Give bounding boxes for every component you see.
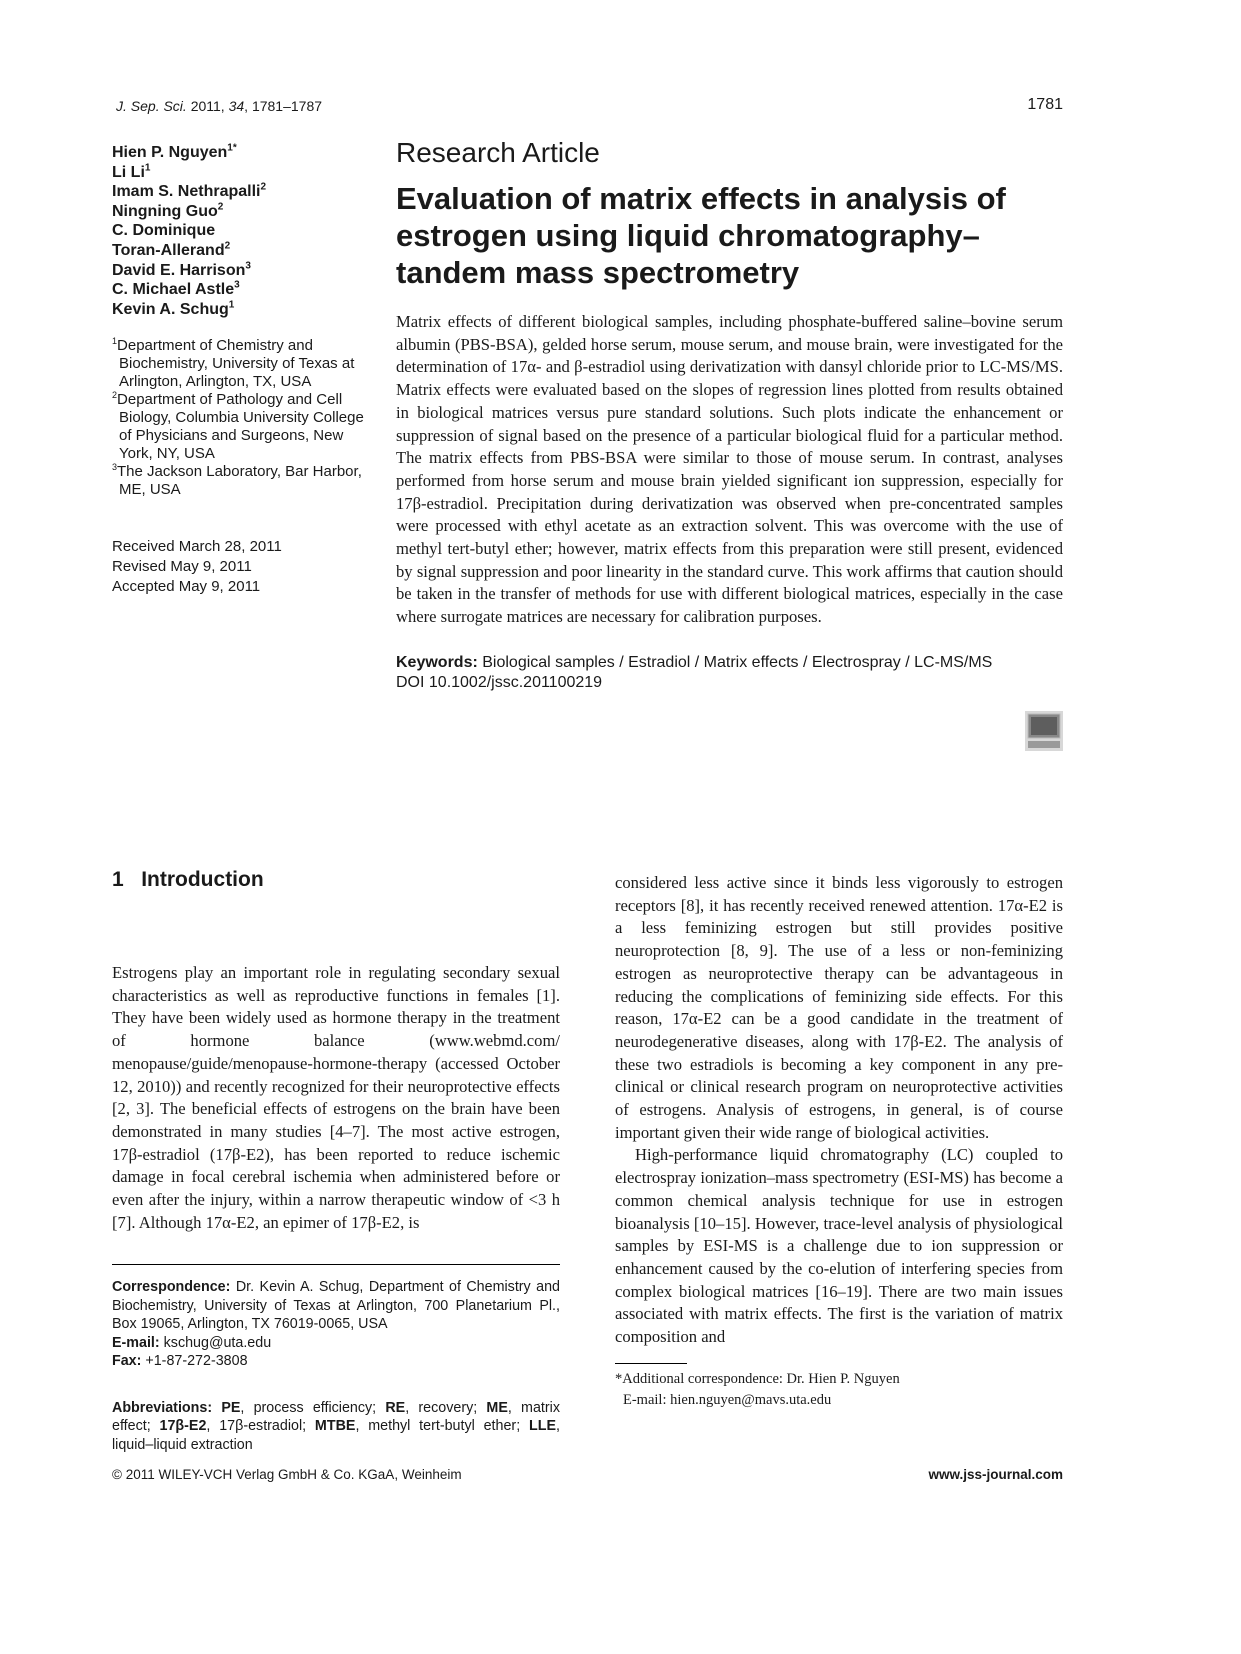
doi[interactable]: DOI 10.1002/jssc.201100219 xyxy=(396,673,603,691)
author-name xyxy=(112,163,377,183)
keywords-list: Biological samples / Estradiol / Matrix effects / Electrospray / LC-MS/MS xyxy=(477,653,993,671)
author-affiliation-mark: 3 xyxy=(245,260,251,272)
revised-date: Revised May 9, 2011 xyxy=(112,558,252,576)
abbreviation-definition: , process efficiency; xyxy=(240,1399,386,1416)
intro-left-column xyxy=(112,962,560,1234)
affiliation xyxy=(112,337,377,391)
copyright: © 2011 WILEY-VCH Verlag GmbH & Co. KGaA, Weinheim xyxy=(112,1467,462,1482)
author-name xyxy=(112,241,377,261)
journal-name: J. Sep. Sci. xyxy=(116,98,187,114)
article-dates xyxy=(112,537,377,597)
volume: 34 xyxy=(228,98,245,114)
pages: , 1781–1787 xyxy=(244,98,323,114)
affiliation-number: 3 xyxy=(112,462,118,473)
footnote-divider xyxy=(615,1363,687,1364)
right-column xyxy=(615,872,1063,1411)
author-affiliation-mark: 1* xyxy=(227,142,237,154)
author-label: David E. Harrison xyxy=(112,261,246,279)
author-label: Li Li xyxy=(112,163,145,181)
section-heading-introduction xyxy=(112,868,264,892)
author-label: Ningning Guo xyxy=(112,202,218,220)
author-name xyxy=(112,300,377,320)
abbreviation-definition: , liquid–liquid extraction xyxy=(112,1418,560,1453)
received-date: Received March 28, 2011 xyxy=(112,538,282,556)
author-label: Kevin A. Schug xyxy=(112,300,229,318)
journal-website-link[interactable]: www.jss-journal.com xyxy=(928,1467,1063,1482)
author-affiliation-mark: 1 xyxy=(144,162,151,174)
author-list xyxy=(112,143,377,319)
author-name xyxy=(112,202,377,222)
abbreviation-term: LLE xyxy=(529,1418,557,1435)
fax-number: +1-87-272-3808 xyxy=(141,1353,248,1370)
affiliation-text: Department of Pathology and Cell Biology, Columbia University College of Physicians and Surgeons, New York, NY, USA xyxy=(117,391,364,463)
correspondence-label: Correspondence: xyxy=(112,1279,231,1296)
email-label: E-mail: xyxy=(112,1334,160,1351)
abbreviation-term: ME xyxy=(486,1399,508,1416)
author-name xyxy=(112,182,377,202)
affiliation xyxy=(112,391,377,463)
article-title: Evaluation of matrix effects in analysis of estrogen using liquid chromatography–tandem mass spectrometry xyxy=(396,181,1006,290)
keywords-label: Keywords: xyxy=(396,653,478,671)
abbreviations-label: Abbreviations: xyxy=(112,1399,213,1416)
author-name xyxy=(112,261,377,281)
abstract: Matrix effects of different biological samples, including phosphate-buffered saline–bovine serum albumin (PBS-BSA), gelded horse serum, mouse serum, and mouse brain, were investigated for the determination of 17α- and β-estradiol using derivatization with dansyl chloride prior to LC-MS/MS. Matrix effects were evaluated based on the slopes of regression lines plotted from results obtained in biological matrices versus pure standard solutions. Such plots indicate the enhancement or suppression of signal based on the presence of a particular biological fluid for a particular method. The matrix effects from PBS-BSA were similar to those of mouse serum. In contrast, analyses performed from horse serum and mouse brain yielded significant ion suppression, especially for 17β-estradiol. Precipitation during derivatization was observed when pre-concentrated samples were processed with ethyl acetate as an extraction solvent. This was overcome with the use of methyl tert-butyl ether; however, matrix effects from this preparation were still present, evidenced by signal suppression and poor linearity in the standard curve. This work affirms that caution should be taken in the transfer of methods for use with different biological matrices, especially in the case where surrogate matrices are necessary for calibration purposes. xyxy=(396,312,1063,627)
article-head xyxy=(396,136,1063,751)
abbreviation-definition: , methyl tert-butyl ether; xyxy=(355,1418,529,1435)
author-label: Hien P. Nguyen xyxy=(112,144,228,161)
article-type: Research Article xyxy=(396,137,600,168)
author-label: C. Michael Astle xyxy=(112,281,235,299)
year: 2011, xyxy=(186,98,229,114)
footnote-email: E-mail: hien.nguyen@mavs.uta.edu xyxy=(623,1391,832,1408)
intro-paragraph-1: Estrogens play an important role in regulating secondary sexual characteristics as well as reproductive functions in females [1]. They have been widely used as hormone therapy in the treatment of hormone balance (www.webmd.com/ menopause/guide/menopause-hormone-therapy (accessed October 12, 2010)) and recently recognized for their neuroprotective effects [2, 3]. The beneficial effects of estrogens on the brain have been demonstrated in many studies [4–7]. The most active estrogen, 17β-estradiol (17β-E2), has been reported to reduce ischemic damage in focal cerebral ischemia when administered before or even after the injury, within a narrow therapeutic window of <3 h [7]. Although 17α-E2, an epimer of 17β-E2, is xyxy=(112,963,560,1232)
abbreviation-term: RE xyxy=(385,1399,406,1416)
author-label: Toran-Allerand xyxy=(112,241,225,259)
footnote-line: *Additional correspondence: Dr. Hien P. Nguyen xyxy=(615,1370,900,1387)
divider xyxy=(112,1264,560,1265)
abbreviation-term: PE xyxy=(221,1399,241,1416)
correspondence xyxy=(112,1278,560,1371)
author-label: Imam S. Nethrapalli xyxy=(112,183,261,201)
abbreviation-definition: , recovery; xyxy=(405,1399,487,1416)
affiliation-number: 1 xyxy=(112,336,118,347)
author-affiliation-mark: 2 xyxy=(224,240,231,252)
correspondence-text: Dr. Kevin A. Schug, Department of Chemistry and Biochemistry, University of Texas at Arlington, 700 Planetarium Pl., Box 19065, Arlington, TX 76019-0065, USA xyxy=(112,1279,560,1333)
abbreviation-definition: , 17β-estradiol; xyxy=(206,1418,315,1435)
section-number: 1 xyxy=(112,868,124,891)
author-name xyxy=(112,221,377,241)
computer-monitor-icon xyxy=(1025,711,1063,751)
abbreviations xyxy=(112,1399,560,1455)
affiliation-number: 2 xyxy=(112,390,118,401)
author-name xyxy=(112,280,377,300)
intro-paragraph-1-cont: considered less active since it binds less vigorously to estrogen receptors [8], it has recently received renewed attention. 17α-E2 is a less feminizing estrogen but still provides positive neuroprotection [8, 9]. The use of a less or non-feminizing estrogen as neuroprotective therapy can be advantageous in reducing the complications of feminizing side effects. For this reason, 17α-E2 can be a good candidate in the treatment of neurodegenerative diseases, along with 17β-E2. The analysis of these two estradiols is becoming a key component in any pre-clinical or clinical research program on neuroprotective activities of estrogens. Analysis of estrogens, in general, is of course important given their wide range of biological activities. xyxy=(615,873,1063,1142)
page-number: 1781 xyxy=(1027,96,1063,113)
author-affiliation-mark: 3 xyxy=(234,279,240,291)
abbreviation-term: 17β-E2 xyxy=(159,1418,207,1435)
abbreviation-term: MTBE xyxy=(314,1418,356,1435)
keywords xyxy=(396,653,1076,693)
author-affiliation-mark: 2 xyxy=(217,201,224,213)
intro-right-column xyxy=(615,872,1063,1349)
author-label: C. Dominique xyxy=(112,222,216,240)
author-sidebar xyxy=(112,143,377,597)
left-column xyxy=(112,962,560,1454)
accepted-date: Accepted May 9, 2011 xyxy=(112,578,261,596)
email-link[interactable]: kschug@uta.edu xyxy=(159,1334,272,1351)
footnote xyxy=(615,1369,1063,1411)
journal-citation xyxy=(116,98,322,114)
abbreviation-definition: , matrix effect; xyxy=(112,1399,560,1435)
author-affiliation-mark: 1 xyxy=(228,299,235,311)
fax-label: Fax: xyxy=(112,1353,142,1370)
author-name xyxy=(112,143,377,163)
section-title: Introduction xyxy=(141,868,264,891)
affiliations xyxy=(112,337,377,499)
intro-paragraph-2: High-performance liquid chromatography (LC) coupled to electrospray ionization–mass spectrometry (ESI-MS) has become a common chemical analysis technique for use in estrogen bioanalysis [10–15]. However, trace-level analysis of physiological samples by ESI-MS is a challenge due to ion suppression or enhancement caused by the co-elution of interfering species from complex biological matrices [16–19]. There are two main issues associated with matrix effects. The first is the variation of matrix composition and xyxy=(615,1145,1063,1347)
affiliation-text: Department of Chemistry and Biochemistry, University of Texas at Arlington, Arlington, TX, USA xyxy=(117,337,355,391)
affiliation xyxy=(112,463,377,499)
author-affiliation-mark: 2 xyxy=(260,181,267,193)
affiliation-text: The Jackson Laboratory, Bar Harbor, ME, USA xyxy=(117,463,362,499)
